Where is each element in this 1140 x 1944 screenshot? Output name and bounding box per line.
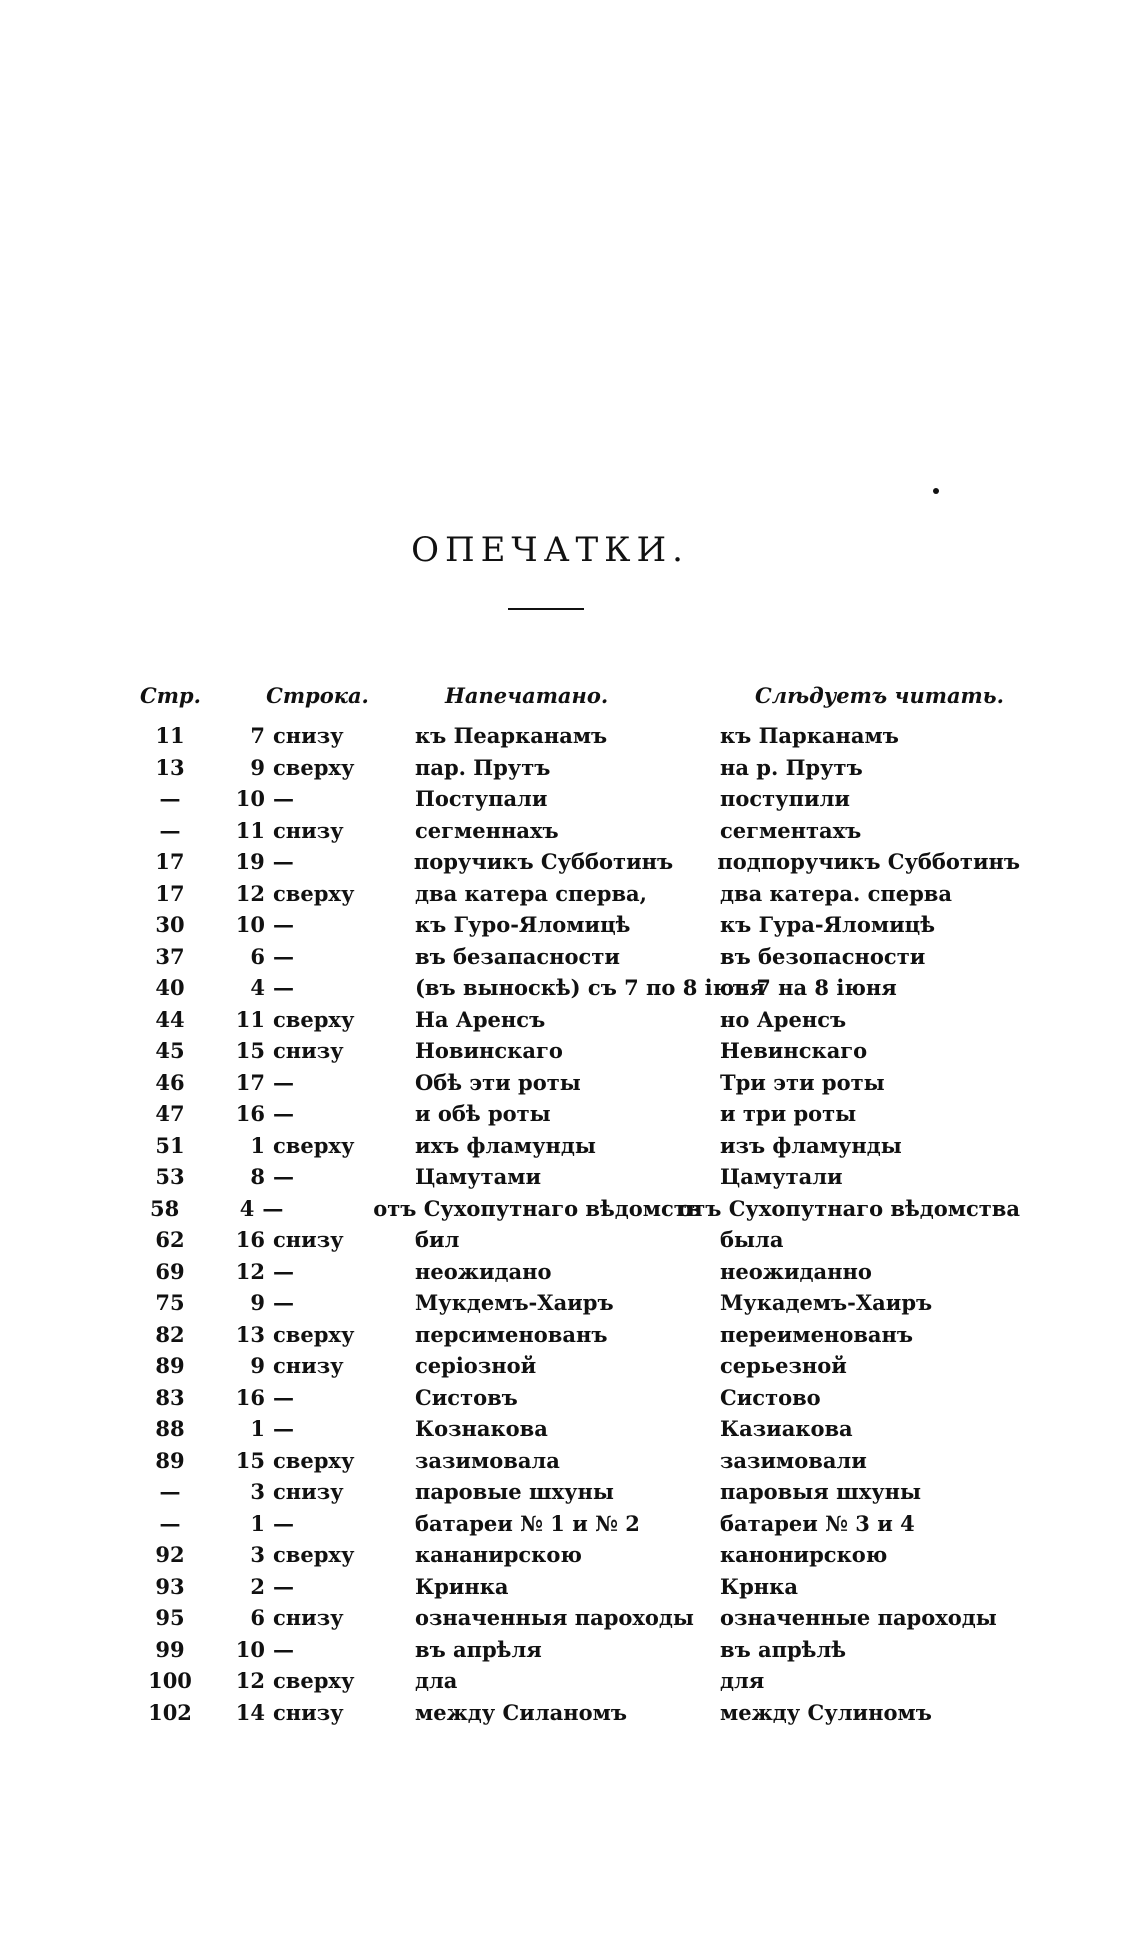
errata-row: [140, 1224, 1020, 1256]
line-number: 7: [250, 723, 265, 749]
errata-row: [140, 972, 1020, 1004]
line-number: 6: [250, 943, 265, 969]
errata-row: [140, 783, 1020, 815]
errata-row: [140, 1004, 1020, 1036]
should-read-text: отъ Сухопутнаго вѣдомства: [678, 1195, 1020, 1221]
line-number: 8: [250, 1164, 265, 1190]
errata-row: [140, 1193, 1020, 1225]
line-number: 19: [235, 849, 265, 875]
should-read-text: и три роты: [720, 1101, 857, 1127]
line-reference: [235, 944, 410, 969]
errata-row: [140, 1413, 1020, 1445]
line-position: —: [273, 1164, 294, 1190]
printed-text: въ безапасности: [415, 943, 620, 969]
printed-text: кананирскою: [415, 1542, 582, 1568]
line-reference: [235, 1259, 410, 1284]
printed-text: въ апрѣля: [415, 1636, 542, 1662]
line-reference: [235, 1448, 410, 1473]
line-reference: [235, 786, 410, 811]
line-reference: [235, 1385, 410, 1410]
line-number: 10: [235, 786, 265, 812]
printed-text: Мукдемъ-Хаиръ: [415, 1290, 614, 1316]
line-number: 9: [250, 754, 265, 780]
header-should-read: Слѣдуетъ читать.: [755, 682, 1004, 708]
should-read-text: канонирскою: [720, 1542, 888, 1568]
page-number: 46: [155, 1069, 185, 1095]
line-number: 3: [250, 1479, 265, 1505]
ink-speck: [933, 488, 939, 494]
line-number: 10: [235, 912, 265, 938]
errata-row: [140, 1634, 1020, 1666]
line-position: снизу: [273, 1353, 344, 1379]
errata-row: [140, 1539, 1020, 1571]
line-number: 4: [250, 975, 265, 1001]
line-position: —: [273, 1101, 294, 1127]
header-printed: Напечатано.: [445, 682, 609, 708]
page-number: 40: [155, 975, 185, 1001]
line-reference: [235, 1007, 410, 1032]
line-position: снизу: [273, 1699, 344, 1725]
line-number: 12: [235, 1668, 265, 1694]
line-number: 12: [235, 880, 265, 906]
line-position: сверху: [273, 1447, 355, 1473]
line-position: сверху: [273, 1321, 355, 1347]
line-number: 1: [250, 1510, 265, 1536]
printed-text: къ Пеарканамъ: [415, 723, 608, 749]
header-line: Строка.: [266, 682, 369, 708]
printed-text: ихъ фламунды: [415, 1132, 596, 1158]
line-number: 11: [235, 817, 265, 843]
line-position: —: [273, 1636, 294, 1662]
should-read-text: къ Парканамъ: [720, 723, 899, 749]
page-number: 83: [155, 1384, 185, 1410]
should-read-text: съ 7 на 8 іюня: [720, 975, 897, 1001]
printed-text: два катера сперва,: [415, 880, 647, 906]
page-number: 100: [148, 1668, 192, 1694]
printed-text: отъ Сухопутнаго вѣдомств: [373, 1195, 702, 1221]
printed-text: (въ выноскѣ) съ 7 по 8 іюня: [415, 975, 766, 1001]
should-read-text: означенные пароходы: [720, 1605, 997, 1631]
should-read-text: для: [720, 1668, 765, 1694]
printed-text: серіозной: [415, 1353, 537, 1379]
header-page: Стр.: [140, 682, 201, 708]
page-number: 13: [155, 754, 185, 780]
page-number: 69: [155, 1258, 185, 1284]
errata-row: [140, 1508, 1020, 1540]
errata-row: [140, 1602, 1020, 1634]
printed-text: Новинскаго: [415, 1038, 563, 1064]
page-number: 53: [155, 1164, 185, 1190]
page-number: —: [159, 1510, 181, 1536]
page-number: 51: [155, 1132, 185, 1158]
errata-row: [140, 752, 1020, 784]
line-number: 11: [235, 1006, 265, 1032]
errata-row: [140, 720, 1020, 752]
printed-text: дла: [415, 1668, 458, 1694]
line-number: 9: [250, 1353, 265, 1379]
printed-text: Кознакова: [415, 1416, 548, 1442]
line-position: сверху: [273, 1668, 355, 1694]
line-position: сверху: [273, 880, 355, 906]
page-number: 99: [155, 1636, 185, 1662]
line-reference: [235, 881, 410, 906]
errata-rows: [140, 720, 1020, 1728]
line-position: сверху: [273, 754, 355, 780]
line-number: 16: [235, 1101, 265, 1127]
line-number: 9: [250, 1290, 265, 1316]
errata-row: [140, 1035, 1020, 1067]
errata-row: [140, 878, 1020, 910]
errata-table: [140, 670, 1020, 1728]
errata-row: [140, 1697, 1020, 1729]
page-number: 82: [155, 1321, 185, 1347]
page-number: 47: [155, 1101, 185, 1127]
line-position: —: [273, 1384, 294, 1410]
should-read-text: два катера. сперва: [720, 880, 952, 906]
line-reference: [235, 723, 410, 748]
should-read-text: Невинскаго: [720, 1038, 868, 1064]
errata-row: [140, 1287, 1020, 1319]
should-read-text: Три эти роты: [720, 1069, 885, 1095]
errata-row: [140, 1476, 1020, 1508]
errata-row: [140, 1098, 1020, 1130]
line-position: —: [273, 1510, 294, 1536]
line-number: 17: [235, 1069, 265, 1095]
page-number: 17: [155, 880, 185, 906]
line-reference: [235, 1700, 410, 1725]
should-read-text: Цамутали: [720, 1164, 843, 1190]
should-read-text: Систово: [720, 1384, 821, 1410]
should-read-text: изъ фламунды: [720, 1132, 902, 1158]
line-reference: [235, 1637, 410, 1662]
line-number: 10: [235, 1636, 265, 1662]
printed-text: Систовъ: [415, 1384, 518, 1410]
should-read-text: переименованъ: [720, 1321, 914, 1347]
line-reference: [235, 1542, 410, 1567]
should-read-text: зазимовали: [720, 1447, 867, 1473]
should-read-text: серьезной: [720, 1353, 847, 1379]
line-reference: [235, 1605, 410, 1630]
line-position: снизу: [273, 1038, 344, 1064]
should-read-text: Казиакова: [720, 1416, 853, 1442]
line-reference: [235, 1101, 410, 1126]
line-number: 13: [235, 1321, 265, 1347]
line-number: 16: [235, 1227, 265, 1253]
printed-text: персименованъ: [415, 1321, 608, 1347]
line-position: —: [273, 1573, 294, 1599]
errata-row: [140, 941, 1020, 973]
page-number: 44: [155, 1006, 185, 1032]
should-read-text: Крнка: [720, 1573, 798, 1599]
title-rule-divider: [508, 608, 584, 610]
should-read-text: въ апрѣлѣ: [720, 1636, 847, 1662]
line-reference: [235, 1164, 410, 1189]
should-read-text: въ безопасности: [720, 943, 926, 969]
line-position: снизу: [273, 1227, 344, 1253]
line-position: —: [273, 975, 294, 1001]
printed-text: неожидано: [415, 1258, 552, 1284]
line-reference: [235, 1353, 410, 1378]
should-read-text: сегментахъ: [720, 817, 862, 843]
errata-row: [140, 1571, 1020, 1603]
should-read-text: поступили: [720, 786, 850, 812]
line-position: —: [273, 943, 294, 969]
should-read-text: батареи № 3 и 4: [720, 1510, 915, 1536]
page-number: 89: [155, 1447, 185, 1473]
line-reference: [235, 1290, 410, 1315]
line-position: —: [273, 1290, 294, 1316]
page-number: 45: [155, 1038, 185, 1064]
line-reference: [224, 1196, 368, 1221]
printed-text: На Аренсъ: [415, 1006, 546, 1032]
should-read-text: была: [720, 1227, 784, 1253]
should-read-text: паровыя шхуны: [720, 1479, 922, 1505]
line-reference: [235, 912, 410, 937]
line-position: снизу: [273, 817, 344, 843]
errata-row: [140, 909, 1020, 941]
line-position: —: [262, 1195, 284, 1221]
should-read-text: неожиданно: [720, 1258, 872, 1284]
line-number: 1: [250, 1132, 265, 1158]
should-read-text: между Сулиномъ: [720, 1699, 932, 1725]
line-number: 12: [235, 1258, 265, 1284]
page-number: 89: [155, 1353, 185, 1379]
line-number: 4: [239, 1195, 255, 1221]
errata-row: [140, 846, 1020, 878]
line-number: 3: [250, 1542, 265, 1568]
errata-row: [140, 1256, 1020, 1288]
page-number: —: [159, 786, 181, 812]
page-number: —: [159, 1479, 181, 1505]
line-position: —: [273, 1258, 294, 1284]
line-position: —: [273, 786, 294, 812]
page-number: 95: [155, 1605, 185, 1631]
line-reference: [235, 1416, 410, 1441]
line-position: сверху: [273, 1132, 355, 1158]
errata-row: [140, 1130, 1020, 1162]
page-number: 75: [155, 1290, 185, 1316]
page-number: 88: [155, 1416, 185, 1442]
line-reference: [235, 755, 410, 780]
page-title: ОПЕЧАТКИ.: [411, 530, 689, 570]
page-number: 30: [155, 912, 185, 938]
printed-text: поручикъ Субботинъ: [413, 849, 674, 875]
errata-row: [140, 1382, 1020, 1414]
printed-text: Цамутами: [415, 1164, 542, 1190]
page-number: 58: [150, 1195, 180, 1221]
errata-row: [140, 1319, 1020, 1351]
line-number: 14: [235, 1699, 265, 1725]
errata-row: [140, 1067, 1020, 1099]
printed-text: Кринка: [415, 1573, 509, 1599]
errata-row: [140, 1161, 1020, 1193]
errata-row: [140, 1665, 1020, 1697]
line-number: 15: [235, 1038, 265, 1064]
line-reference: [235, 818, 410, 843]
errata-header-row: [140, 670, 1020, 720]
line-position: —: [272, 849, 294, 875]
should-read-text: къ Гура-Яломицѣ: [720, 912, 935, 938]
line-reference: [235, 1574, 410, 1599]
errata-row: [140, 815, 1020, 847]
page-number: 17: [155, 849, 185, 875]
line-reference: [235, 1227, 410, 1252]
line-reference: [235, 1038, 410, 1063]
line-reference: [235, 1133, 410, 1158]
printed-text: сегменнахъ: [415, 817, 559, 843]
line-number: 16: [235, 1384, 265, 1410]
line-position: —: [273, 1069, 294, 1095]
printed-text: Обѣ эти роты: [415, 1069, 581, 1095]
page-number: —: [159, 817, 181, 843]
line-position: снизу: [273, 1605, 344, 1631]
printed-text: батареи № 1 и № 2: [415, 1510, 640, 1536]
line-number: 1: [250, 1416, 265, 1442]
page-number: 62: [155, 1227, 185, 1253]
line-reference: [235, 849, 409, 874]
line-reference: [235, 1479, 410, 1504]
printed-text: зазимовала: [415, 1447, 560, 1473]
should-read-text: на р. Прутъ: [720, 754, 863, 780]
printed-text: означенныя пароходы: [415, 1605, 694, 1631]
line-number: 15: [235, 1447, 265, 1473]
line-position: снизу: [273, 723, 344, 749]
printed-text: бил: [415, 1227, 460, 1253]
line-position: сверху: [273, 1542, 355, 1568]
should-read-text: Мукадемъ-Хаиръ: [720, 1290, 933, 1316]
printed-text: къ Гуро-Яломицѣ: [415, 912, 631, 938]
errata-row: [140, 1350, 1020, 1382]
line-number: 6: [250, 1605, 265, 1631]
page-number: 11: [155, 723, 185, 749]
printed-text: и обѣ роты: [415, 1101, 551, 1127]
page-number: 102: [148, 1699, 192, 1725]
page-number: 37: [155, 943, 185, 969]
printed-text: Поступали: [415, 786, 548, 812]
should-read-text: подпоручикъ Субботинъ: [717, 849, 1020, 875]
printed-text: между Силаномъ: [415, 1699, 627, 1725]
line-number: 2: [250, 1573, 265, 1599]
line-reference: [235, 975, 410, 1000]
line-position: —: [273, 1416, 294, 1442]
line-position: сверху: [273, 1006, 355, 1032]
errata-row: [140, 1445, 1020, 1477]
line-position: —: [273, 912, 294, 938]
printed-text: паровые шхуны: [415, 1479, 614, 1505]
line-position: снизу: [273, 1479, 344, 1505]
page-number: 93: [155, 1573, 185, 1599]
line-reference: [235, 1511, 410, 1536]
line-reference: [235, 1322, 410, 1347]
should-read-text: но Аренсъ: [720, 1006, 847, 1032]
printed-text: пар. Прутъ: [415, 754, 551, 780]
line-reference: [235, 1070, 410, 1095]
page-number: 92: [155, 1542, 185, 1568]
line-reference: [235, 1668, 410, 1693]
